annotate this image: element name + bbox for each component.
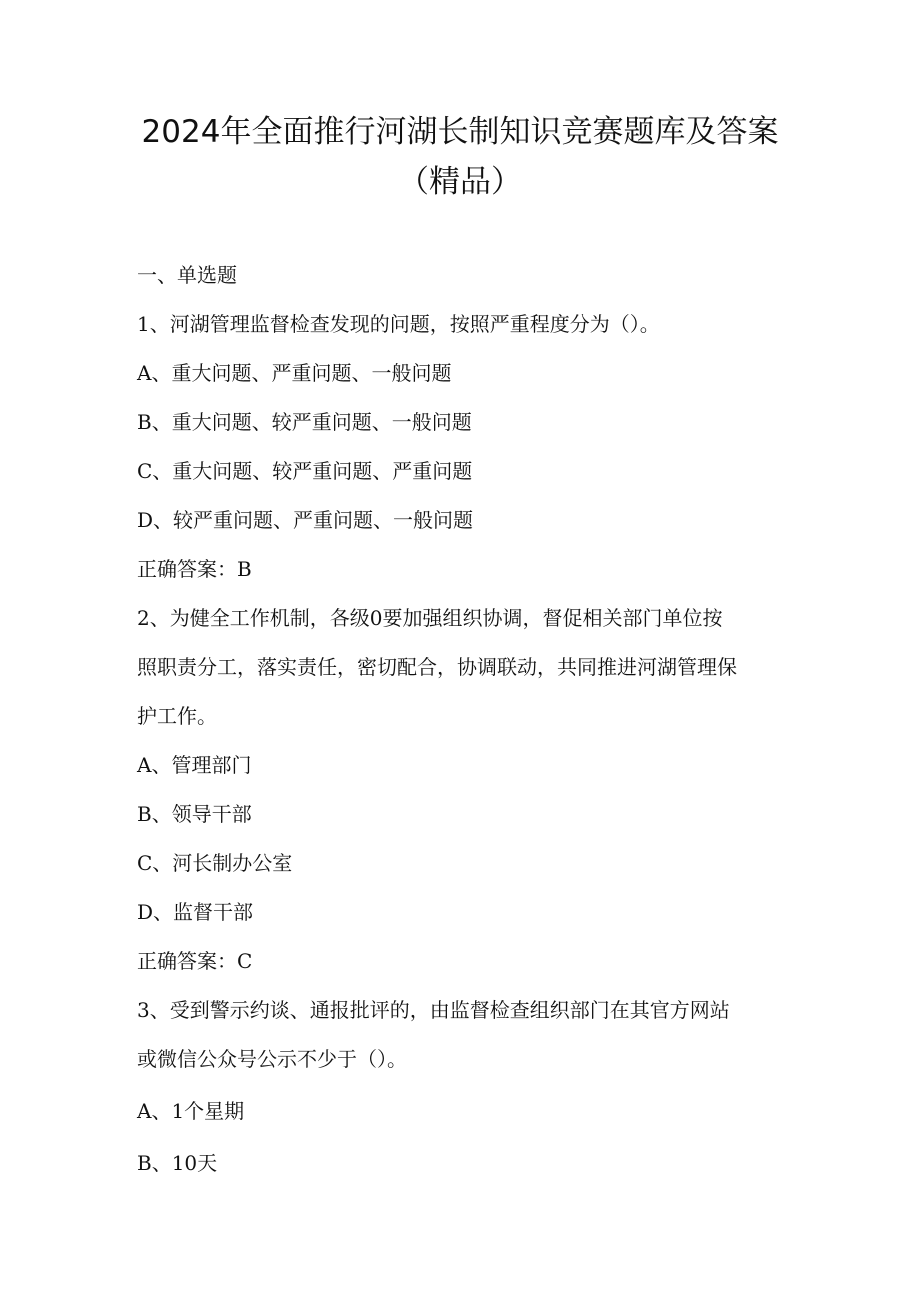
document-title-line-2: （精品）	[398, 164, 522, 200]
question-1-option-c: C、重大问题、较严重问题、严重问题	[137, 459, 473, 483]
document-title-line-1: 2024年全面推行河湖长制知识竞赛题库及答案	[141, 114, 779, 150]
question-2-option-a: A、管理部门	[137, 753, 252, 777]
question-2-answer: 正确答案：C	[137, 949, 253, 973]
question-3-option-b: B、10天	[137, 1151, 218, 1175]
question-2-stem-line-2: 照职责分工，落实责任，密切配合，协调联动，共同推进河湖管理保	[137, 655, 737, 679]
question-3-stem-line-2: 或微信公众号公示不少于（）。	[137, 1047, 407, 1071]
question-1-answer: 正确答案：B	[137, 557, 252, 581]
question-2-option-d: D、监督干部	[137, 900, 254, 924]
question-2-stem-line-3: 护工作。	[137, 704, 217, 728]
question-3-stem-line-1: 3、受到警示约谈、通报批评的，由监督检查组织部门在其官方网站	[137, 998, 730, 1022]
question-1-stem: 1、河湖管理监督检查发现的问题，按照严重程度分为（）。	[137, 312, 660, 336]
question-1-option-b: B、重大问题、较严重问题、一般问题	[137, 410, 472, 434]
section-heading: 一、单选题	[137, 263, 237, 287]
question-1-option-a: A、重大问题、严重问题、一般问题	[137, 361, 452, 385]
question-2-option-b: B、领导干部	[137, 802, 252, 826]
question-3-option-a: A、1个星期	[137, 1099, 245, 1123]
question-2-stem-line-1: 2、为健全工作机制，各级0要加强组织协调，督促相关部门单位按	[137, 606, 723, 630]
question-2-option-c: C、河长制办公室	[137, 851, 293, 875]
question-1-option-d: D、较严重问题、严重问题、一般问题	[137, 508, 474, 532]
